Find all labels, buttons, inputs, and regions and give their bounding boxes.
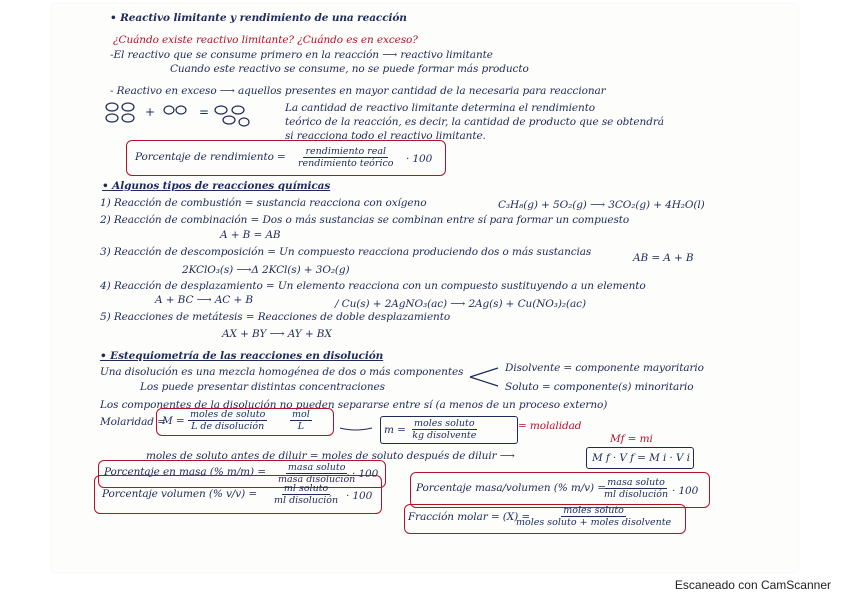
fraction-denominator: ml disolución [604, 489, 669, 500]
formula-label: Molaridad = [100, 416, 166, 428]
svg-text:+: + [145, 105, 156, 119]
annotation: = molalidad [518, 420, 582, 432]
formula-label: Fracción molar = (X) = [408, 511, 531, 523]
reaction-equation: C₃H₈(g) + 5O₂(g) ⟶ 3CO₂(g) + 4H₂O(l) [498, 199, 705, 211]
text-line: Cuando este reactivo se consume, no se puede formar más producto [170, 63, 529, 75]
fraction-denominator: ml disolución [274, 495, 339, 506]
fraction-denominator: masa disolución [278, 474, 356, 485]
units-fraction [290, 409, 312, 432]
scanner-watermark: Escaneado con CamScanner [674, 578, 831, 592]
fraction-numerator: moles de soluto [190, 409, 266, 420]
fraction-denominator: L de disolución [191, 421, 265, 432]
section-title: • Algunos tipos de reacciones químicas [102, 180, 331, 192]
molecule-sketch [106, 103, 249, 126]
text-line: La cantidad de reactivo limitante determina el rendimiento [285, 102, 596, 114]
text-line: Disolvente = componente mayoritario [505, 362, 704, 374]
fraction-denominator: rendimiento teórico [298, 158, 394, 169]
section-title: • Estequiometría de las reacciones en disolución [100, 350, 384, 362]
fraction-denominator: L [297, 421, 305, 432]
formula-multiplier: · 100 [406, 153, 433, 165]
reaction-equation: AB = A + B [633, 252, 694, 264]
text-line: teórico de la reacción, es decir, la cantidad de producto que se obtendrá [285, 116, 664, 128]
formula-multiplier: · 100 [352, 468, 379, 480]
reaction-item: 5) Reacciones de metátesis = Reacciones de doble desplazamiento [100, 311, 451, 323]
fraction [188, 409, 267, 432]
formula-multiplier: · 100 [672, 485, 699, 497]
fraction-numerator: mol [292, 409, 310, 420]
fraction-numerator: masa soluto [287, 462, 346, 473]
reaction-item: 3) Reacción de descomposición = Un compuesto reacciona produciendo dos o más sustancias [100, 246, 592, 258]
fraction-numerator: moles soluto [414, 418, 475, 429]
question-line: ¿Cuándo existe reactivo limitante? ¿Cuándo es en exceso? [113, 34, 418, 46]
fraction [604, 477, 668, 500]
fraction [412, 418, 477, 441]
text-line: Una disolución es una mezcla homogénea de dos o más componentes [100, 366, 464, 378]
formula-symbol: m = [384, 424, 406, 436]
svg-text:=: = [199, 105, 210, 119]
reaction-equation: 2KClO₃(s) ⟶Δ 2KCl(s) + 3O₂(g) [182, 264, 350, 276]
text-line: Los componentes de la disolución no pueden separarse entre sí (a menos de un proceso externo) [100, 399, 608, 411]
text-line: - Reactivo en exceso ⟶ aquellos presentes en mayor cantidad de la necesaria para reaccionar [110, 85, 606, 97]
reaction-item: 1) Reacción de combustión = sustancia reacciona con oxígeno [100, 197, 427, 209]
formula-label: Porcentaje masa/volumen (% m/v) = [416, 482, 606, 494]
fraction-numerator: ml soluto [283, 483, 329, 494]
reaction-item: 4) Reacción de desplazamiento = Un elemento reacciona con un compuesto sustituyendo a un elemento [100, 280, 646, 292]
text-line: si reacciona todo el reactivo limitante. [285, 130, 486, 142]
text-line: Los puede presentar distintas concentraciones [140, 381, 385, 393]
formula-label: Porcentaje volumen (% v/v) = [102, 488, 258, 500]
formula-label: Porcentaje en masa (% m/m) = [104, 466, 266, 478]
reaction-equation: A + BC ⟶ AC + B [155, 294, 254, 306]
fraction-numerator: moles soluto [563, 505, 624, 516]
formula-label: Porcentaje de rendimiento = [135, 151, 286, 163]
fraction-numerator: rendimiento real [305, 146, 387, 157]
fraction [274, 483, 338, 506]
reaction-equation: AX + BY ⟶ AY + BX [222, 328, 332, 340]
branch-arrow [470, 368, 498, 386]
fraction-numerator: masa soluto [607, 477, 665, 488]
annotation: Mf = mi [610, 433, 653, 445]
fraction [516, 505, 671, 528]
formula: M f · V f = M i · V i [592, 452, 690, 464]
fraction-denominator: moles soluto + moles disolvente [516, 517, 672, 528]
reaction-item: 2) Reacción de combinación = Dos o más sustancias se combinan entre sí para formar un compuesto [100, 214, 630, 226]
formula-multiplier: · 100 [346, 490, 373, 502]
text-line: Soluto = componente(s) minoritario [505, 381, 694, 393]
text-line: moles de soluto antes de diluir = moles de soluto después de diluir ⟶ [146, 450, 515, 462]
reaction-equation: / Cu(s) + 2AgNO₃(ac) ⟶ 2Ag(s) + Cu(NO₃)₂(ac) [335, 298, 586, 310]
text-line: -El reactivo que se consume primero en la reacción ⟶ reactivo limitante [110, 49, 493, 61]
reaction-equation: A + B = AB [220, 229, 281, 241]
fraction [298, 146, 394, 169]
formula-symbol: M = [162, 415, 185, 427]
section-title: • Reactivo limitante y rendimiento de una reacción [110, 12, 407, 24]
fraction-denominator: kg disolvente [412, 430, 477, 441]
